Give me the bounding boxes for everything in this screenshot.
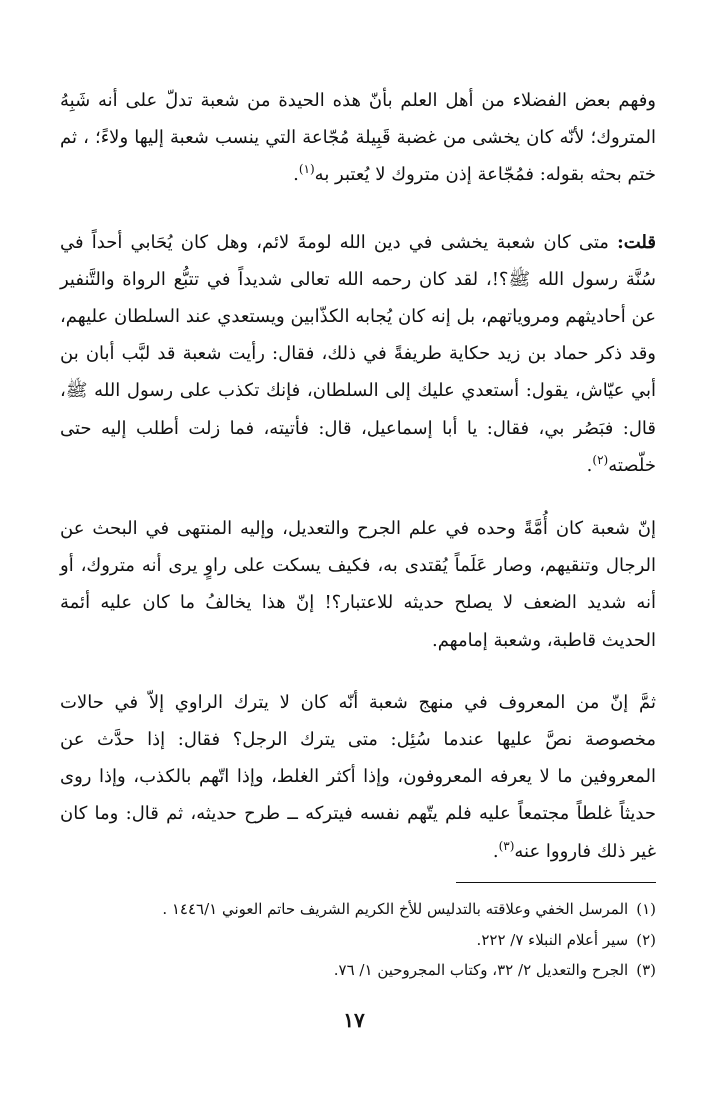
footnote-2-number: (٢) — [636, 930, 656, 949]
paragraph-4 — [60, 684, 656, 870]
footnote-1 — [60, 894, 656, 925]
paragraph-2-lead: قلت: — [617, 231, 656, 253]
paragraph-4-tail: . — [492, 840, 499, 862]
paragraph-3-text: إنّ شعبة كان أُمَّةً وحده في علم الجرح والتعديل، وإليه المنتهى في البحث عن الرجال وتنقيهم، وصار عَلَماً يُقتدى به، فكيف يسكت على راوٍ يرى أنه متروك، أو أنه شديد الضعف لا يصلح حديثه للاعتبار؟! إنّ هذا يخالفُ ما كان عليه أئمة الحديث قاطبة، وشعبة إمامهم. — [60, 518, 656, 651]
paragraph-2 — [60, 224, 656, 484]
footnote-3 — [60, 955, 656, 986]
paragraph-2-tail: . — [586, 454, 593, 476]
paragraph-1 — [60, 82, 656, 194]
footnote-2 — [60, 925, 656, 956]
footnote-1-number: (١) — [636, 900, 656, 918]
page-number: ١٧ — [343, 1008, 365, 1032]
footnote-ref-2: (٢) — [592, 452, 609, 467]
footnote-1-text: المرسل الخفي وعلاقته بالتدليس للأخ الكريم الشريف حاتم العوني ١٤٤٦/١ . — [162, 900, 629, 918]
footnote-ref-3: (٣) — [498, 838, 515, 853]
paragraph-3 — [60, 510, 656, 659]
footnote-ref-1: (١) — [298, 162, 315, 177]
footnotes — [60, 894, 656, 986]
footnote-3-number: (٣) — [636, 961, 656, 979]
paragraph-1-tail: . — [293, 164, 299, 186]
main-text — [60, 82, 656, 870]
footnote-divider — [456, 882, 656, 883]
paragraph-4-text: ثمَّ إنّ من المعروف في منهج شعبة أنّه كان لا يترك الراوي إلاّ في حالات مخصوصة نصَّ عليها عندما سُئِل: متى يترك الرجل؟ فقال: إذا حدَّث عن المعروفين ما لا يعرفه المعروفون، وإذا أكثر الغلط، وإذا اتّهم بالكذب، وإذا روى حديثاً غلطاً مجتمعاً عليه فلم يتّهم نفسه فيتركه ــ طرح حديثه، ثم قال: وما كان غير ذلك فارووا عنه — [60, 691, 656, 862]
footnote-2-text: سير أعلام النبلاء ٧/ ٢٢٢. — [476, 930, 629, 949]
paragraph-2-text: متى كان شعبة يخشى في دين الله لومةَ لائم، وهل كان يُحَابي أحداً في سُنَّة رسول الله ﷺ؟!، لقد كان رحمه الله تعالى شديداً في تتبُّع الرواة والتَّنفير عن أحاديثهم ومروياتهم، بل إنه كان يُجابه الكذّابين ويستعدي عند السلطان عليهم، وقد ذكر حماد بن زيد حكاية طريفةً في ذلك، فقال: رأيت شعبة قد لبَّب أبان بن أبي عيّاش، يقول: أستعدي عليك إلى السلطان، فإنك تكذب على رسول الله ﷺ، قال: فبَصُر بي، فقال: يا أبا إسماعيل، قال: فأتيته، فما زلت أطلب إليه حتى خلّصته — [60, 231, 656, 476]
paragraph-1-text: وفهم بعض الفضلاء من أهل العلم بأنّ هذه الحيدة من شعبة تدلّ على أنه شَبِهُ المتروك؛ لأنّه كان يخشى من غضبة قَبِيلة مُجّاعة التي ينسب شعبة إليها ولاءً؛ ، ثم ختم بحثه بقوله: فمُجّاعة إذن متروك لا يُعتبر به — [60, 90, 656, 186]
footnote-3-text: الجرح والتعديل ٢/ ٣٢، وكتاب المجروحين ١/ ٧٦. — [333, 961, 629, 979]
